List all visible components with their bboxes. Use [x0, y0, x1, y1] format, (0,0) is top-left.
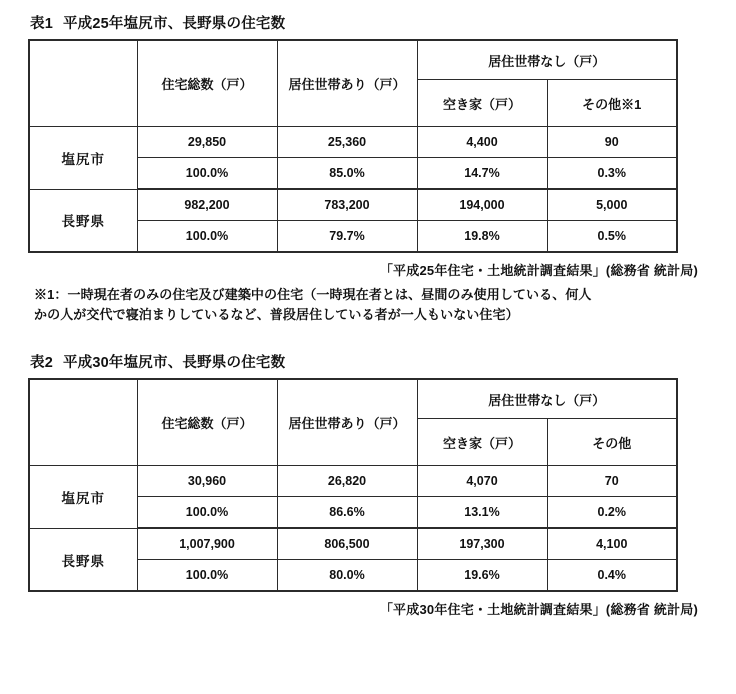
cell-percent: 85.0%: [277, 158, 417, 190]
cell-percent: 100.0%: [137, 497, 277, 529]
cell-value: 194,000: [417, 189, 547, 221]
row-label-nagano: 長野県: [29, 528, 137, 591]
header-vacant: 空き家（戸）: [417, 419, 547, 466]
cell-value: 4,400: [417, 127, 547, 158]
table-row-header-top: [29, 40, 677, 80]
row-label-shiojiri: 塩尻市: [29, 466, 137, 529]
table-row-header-top: [29, 379, 677, 419]
cell-percent: 19.6%: [417, 560, 547, 592]
cell-percent: 0.5%: [547, 221, 677, 253]
cell-value: 30,960: [137, 466, 277, 497]
table-row: [29, 189, 677, 221]
header-total-housing: 住宅総数（戸）: [137, 40, 277, 127]
cell-value: 5,000: [547, 189, 677, 221]
table2-title-text: 平成30年塩尻市、長野県の住宅数: [62, 355, 286, 372]
table2-source: 「平成30年住宅・土地統計調査結果」(総務省 統計局): [379, 602, 698, 618]
footnote-line2: かの人が交代で寝泊まりしているなど、普段居住している者が一人もいない住宅）: [34, 307, 519, 323]
table1-title-text: 平成25年塩尻市、長野県の住宅数: [62, 16, 286, 32]
row-label-nagano: 長野県: [29, 189, 137, 252]
table-heisei30-housing: [28, 378, 678, 592]
table1-source: 「平成25年住宅・土地統計調査結果」(総務省 統計局): [379, 263, 698, 278]
header-corner-blank: [29, 379, 137, 466]
cell-percent: 0.3%: [547, 158, 677, 190]
cell-percent: 100.0%: [137, 221, 277, 253]
cell-percent: 79.7%: [277, 221, 417, 253]
cell-percent: 0.4%: [547, 560, 677, 592]
header-other: その他※1: [547, 80, 677, 127]
table1-title-number: 表1: [30, 16, 53, 32]
cell-value: 1,007,900: [137, 528, 277, 560]
header-corner-blank: [29, 40, 137, 127]
cell-value: 26,820: [277, 466, 417, 497]
cell-percent: 0.2%: [547, 497, 677, 529]
table2-title-number: 表2: [30, 355, 53, 372]
cell-value: 29,850: [137, 127, 277, 158]
table1-title: [30, 12, 720, 33]
cell-percent: 100.0%: [137, 158, 277, 190]
table2-title: [30, 351, 720, 372]
cell-value: 783,200: [277, 189, 417, 221]
footnote-line1: ※1：一時現在者のみの住宅及び建築中の住宅（一時現在者とは、昼間のみ使用している、何人: [34, 287, 592, 302]
cell-value: 982,200: [137, 189, 277, 221]
cell-percent: 14.7%: [417, 158, 547, 190]
table-heisei25-housing: [28, 39, 678, 253]
header-occupied: 居住世帯あり（戸）: [277, 379, 417, 466]
cell-percent: 19.8%: [417, 221, 547, 253]
cell-value: 197,300: [417, 528, 547, 560]
footnote: [34, 285, 696, 325]
header-group-unoccupied: 居住世帯なし（戸）: [417, 40, 677, 80]
table-row: [29, 127, 677, 158]
cell-value: 4,100: [547, 528, 677, 560]
cell-value: 4,070: [417, 466, 547, 497]
header-other: その他: [547, 419, 677, 466]
cell-percent: 13.1%: [417, 497, 547, 529]
cell-value: 806,500: [277, 528, 417, 560]
table-row: [29, 466, 677, 497]
cell-value: 90: [547, 127, 677, 158]
cell-percent: 100.0%: [137, 560, 277, 592]
header-occupied: 居住世帯あり（戸）: [277, 40, 417, 127]
cell-value: 25,360: [277, 127, 417, 158]
header-total-housing: 住宅総数（戸）: [137, 379, 277, 466]
header-vacant: 空き家（戸）: [417, 80, 547, 127]
cell-percent: 86.6%: [277, 497, 417, 529]
cell-percent: 80.0%: [277, 560, 417, 592]
cell-value: 70: [547, 466, 677, 497]
header-group-unoccupied: 居住世帯なし（戸）: [417, 379, 677, 419]
row-label-shiojiri: 塩尻市: [29, 127, 137, 190]
table-row: [29, 528, 677, 560]
